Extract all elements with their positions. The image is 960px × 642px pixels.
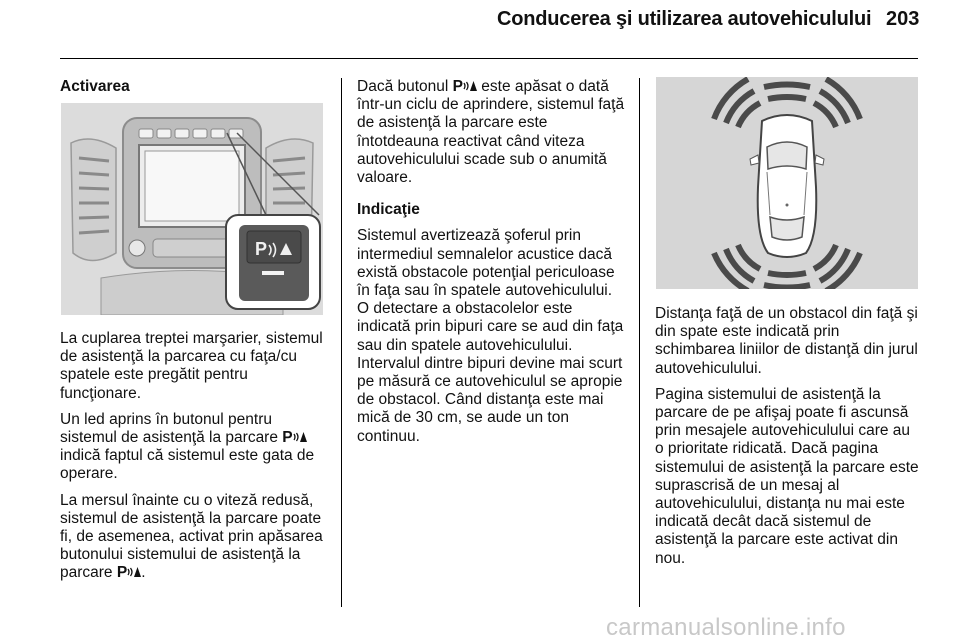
- parking-waves-icon: [463, 79, 477, 92]
- header-rule: [60, 58, 918, 59]
- paragraph: Sistemul avertizează şoferul prin intermediul semnalelor acustice dacă există obstacole potenţial periculoase în faţa sau în spatele autovehiculului. O detectare a obstacolelor este indicată prin bipuri care se aud din faţa sau din spatele autovehiculului. Intervalul dintre bipuri devine mai scurt pe măsură ce autovehiculul se apropie de obstacol. Când distanţa este mai mică de 30 cm, se aude un ton continuu.: [357, 227, 624, 445]
- parking-waves-icon: [127, 565, 141, 578]
- paragraph-text: indică faptul că sistemul este gata de operare.: [60, 447, 315, 483]
- paragraph-text: Dacă butonul: [357, 78, 453, 95]
- dashboard-parking-button-illustration: [61, 103, 323, 315]
- paragraph: [60, 411, 332, 484]
- paragraph: Distanţa faţă de un obstacol din faţă şi din spate este indicată prin schimbarea liniilor de distanţă din jurul autovehiculului.: [655, 305, 918, 377]
- parking-waves-icon: [293, 430, 307, 443]
- watermark: carmanualsonline.info: [606, 614, 846, 641]
- parking-symbol-letter: P: [116, 564, 128, 582]
- dashboard-illustration-svg: [61, 103, 323, 315]
- page-title: Conducerea şi utilizarea autovehiculului: [497, 8, 872, 30]
- parking-symbol-letter: P: [452, 78, 463, 95]
- paragraph-text: este apăsat o dată într-un ciclu de aprindere, sistemul faţă de asistenţă la parcare este întotdeauna reactivat când viteza autovehiculului scade sub o anumită valoare.: [357, 78, 625, 187]
- paragraph: La cuplarea treptei marşarier, sistemul de asistenţă la parcarea cu faţa/cu spatele este pregătit pentru funcţionare.: [60, 330, 323, 402]
- paragraph-text: .: [141, 564, 146, 582]
- paragraph: [357, 78, 625, 187]
- paragraph-text: La mersul înainte cu o viteză redusă, sistemul de asistenţă la parcare poate fi, de asemenea, activat prin apăsarea butonului sistemului de asistenţă la parcare: [60, 491, 323, 582]
- section-heading-activarea: Activarea: [60, 78, 130, 95]
- car-distance-lines-illustration: [656, 77, 918, 289]
- parking-symbol-letter: P: [282, 429, 293, 447]
- section-heading-indicatie: Indicaţie: [357, 201, 420, 219]
- parking-assist-button-icon: [117, 564, 141, 582]
- paragraph: Pagina sistemului de asistenţă la parcare de pe afişaj poate fi ascunsă prin mesajele autovehiculului care au o prioritate ridicată. Dacă pagina sistemului de asistenţă la parcare este suprascrisă de un mesaj al autovehiculului, distanţa nu mai este indicată decât dacă sistemul de asistenţă la parcare este activat din nou.: [655, 385, 919, 567]
- parking-assist-button-icon: [282, 429, 306, 447]
- car-illustration-svg: [656, 77, 918, 289]
- column-1: [60, 78, 330, 104]
- paragraph: [60, 492, 332, 583]
- column-3-body: [655, 305, 921, 576]
- paragraph-text: Un led aprins în butonul pentru sistemul de asistenţă la parcare: [60, 410, 283, 447]
- page-number: 203: [886, 8, 920, 30]
- column-divider: [639, 78, 640, 607]
- parking-assist-button-icon: [453, 78, 477, 96]
- column-1-body: [60, 330, 332, 591]
- column-divider: [341, 78, 342, 607]
- column-2: [357, 78, 625, 454]
- svg-text:P: P: [255, 239, 268, 259]
